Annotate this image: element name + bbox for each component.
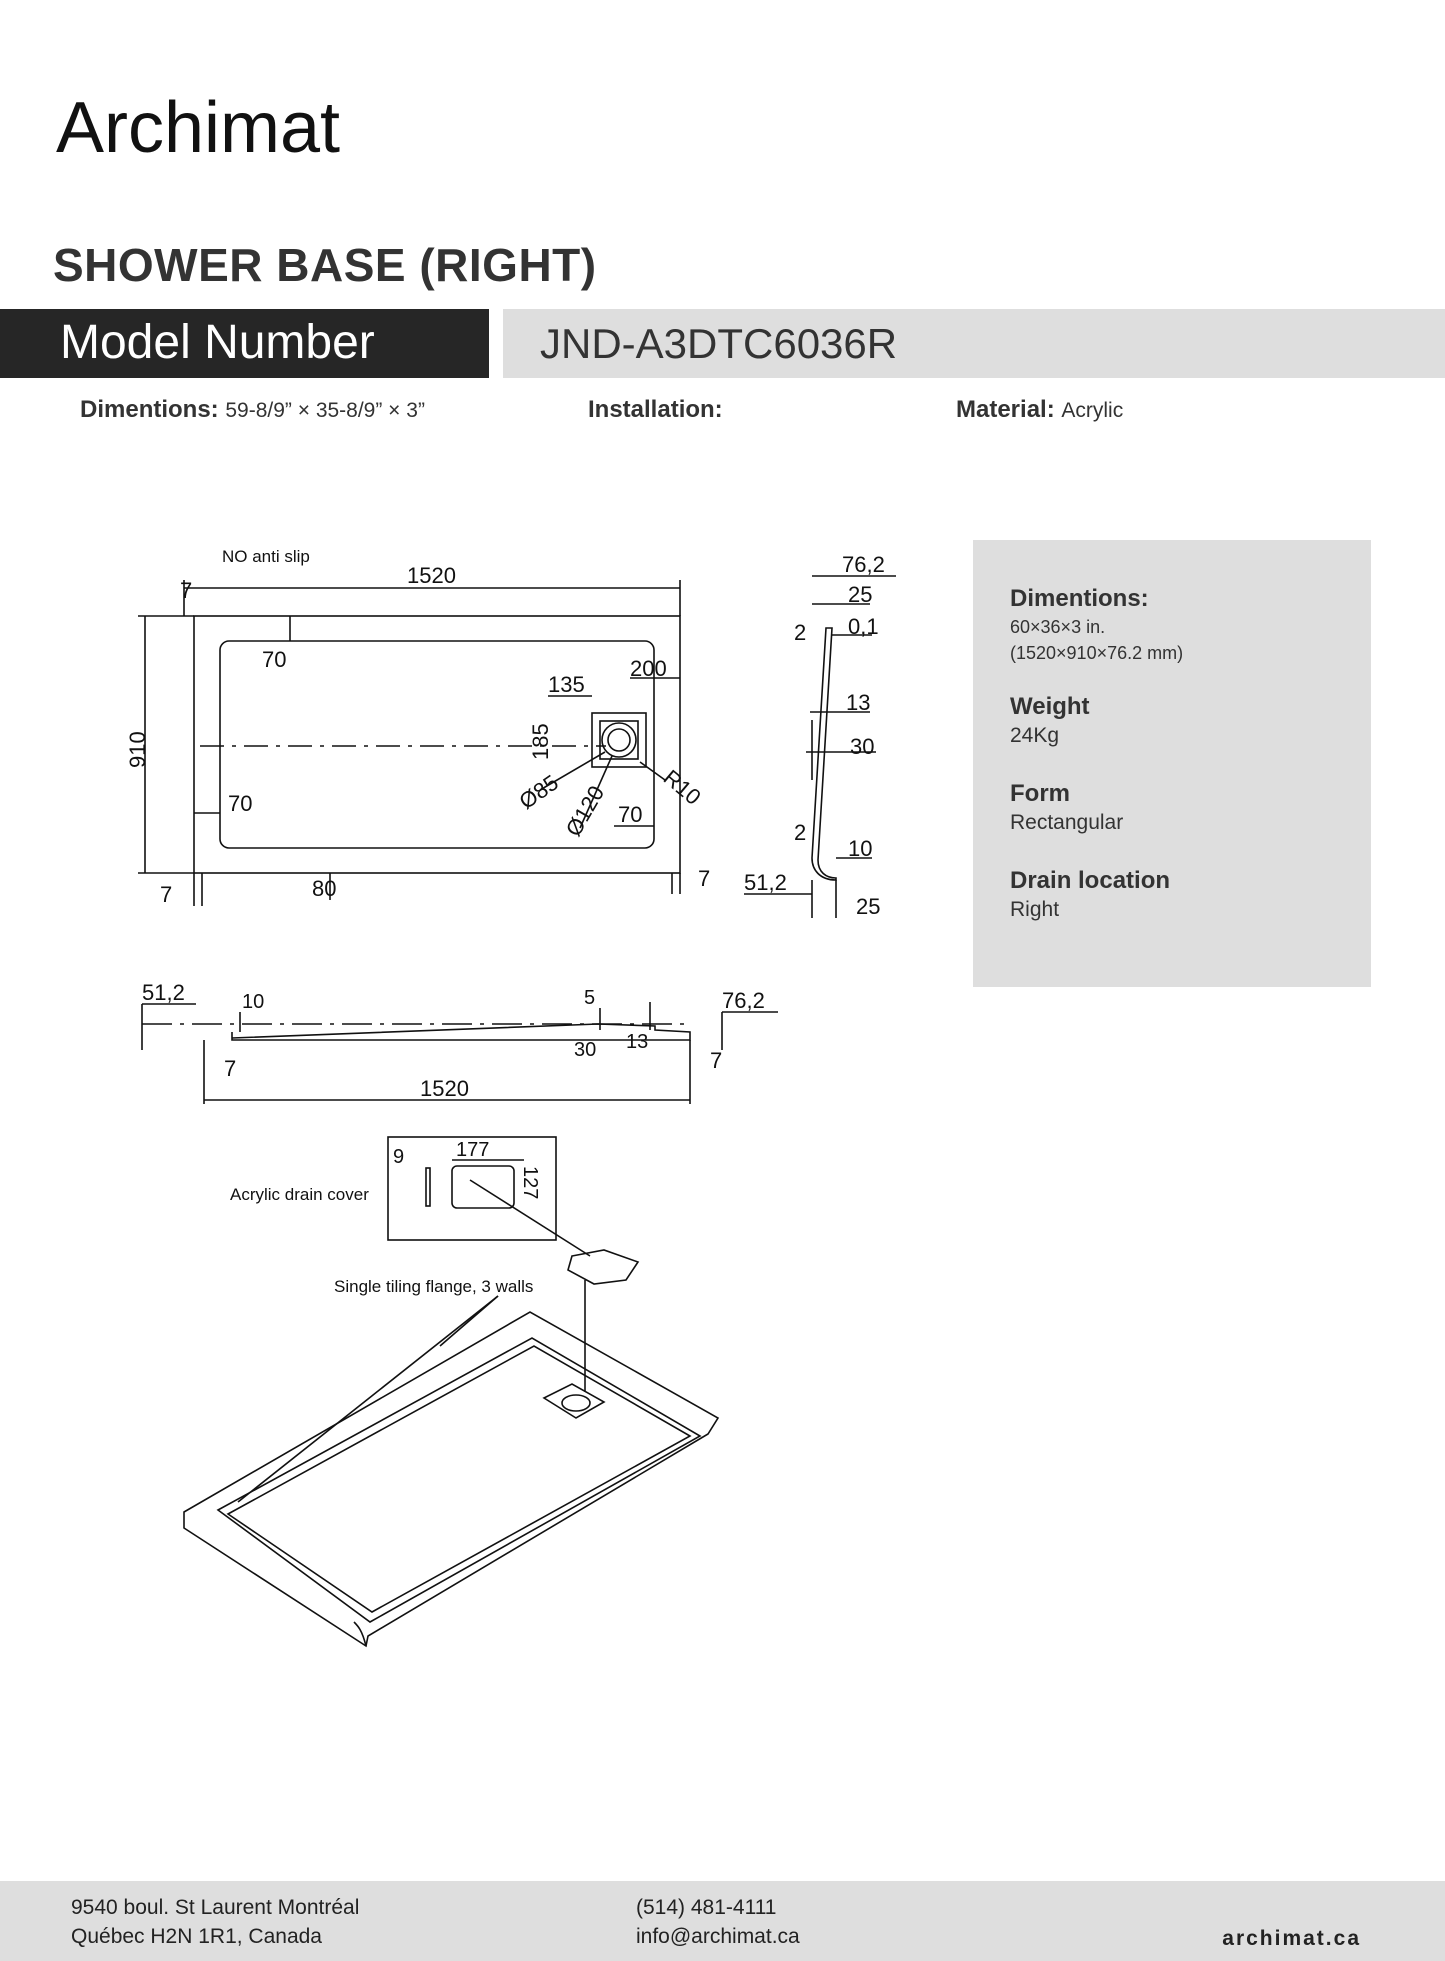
dim-front-13: 13 (626, 1031, 649, 1053)
dim-front-51: 51,2 (142, 980, 185, 1005)
note-drain-cover: Acrylic drain cover (230, 1185, 369, 1204)
front-view (142, 980, 778, 1104)
footer-address-line2: Québec H2N 1R1, Canada (71, 1925, 322, 1948)
dim-flange-left: 7 (160, 882, 173, 907)
spec-material-value: Acrylic (1061, 399, 1124, 422)
panel-drain-value: Right (1010, 898, 1060, 921)
dim-front-30: 30 (574, 1039, 597, 1061)
dim-side-2-bottom: 2 (794, 820, 807, 845)
base-iso (184, 1312, 718, 1646)
footer-address-line1: 9540 boul. St Laurent Montréal (71, 1896, 360, 1919)
panel-dimensions-in: 60×36×3 in. (1010, 617, 1106, 637)
dim-side-51: 51,2 (744, 870, 787, 895)
spec-panel (973, 540, 1371, 987)
dim-front-7-left: 7 (224, 1056, 237, 1081)
spec-dimensions-value: 59-8/9” × 35-8/9” × 3” (225, 399, 425, 422)
dim-cover-127: 127 (519, 1166, 541, 1200)
dim-side-25-bottom: 25 (856, 894, 881, 919)
dim-dia-85: Ø85 (514, 769, 563, 815)
cover-section (426, 1168, 430, 1206)
spec-dimensions (80, 396, 425, 424)
dim-front-5: 5 (584, 987, 596, 1009)
dim-cover-177: 177 (456, 1139, 490, 1161)
dim-length: 1520 (407, 563, 456, 588)
dim-70-right: 70 (618, 802, 643, 827)
dim-front-10: 10 (242, 991, 265, 1013)
spec-installation-label: Installation: (588, 396, 723, 423)
side-profile (812, 628, 836, 880)
dim-side-10: 10 (848, 836, 873, 861)
dim-side-76: 76,2 (842, 552, 885, 577)
panel-form-label: Form (1010, 780, 1070, 807)
top-view (125, 547, 710, 907)
drain-cover-detail (230, 1137, 590, 1256)
dim-dia-120: Ø120 (560, 781, 610, 841)
footer-phone: (514) 481-4111 (636, 1896, 777, 1919)
dim-side-01: 0,1 (848, 614, 879, 639)
panel-weight-label: Weight (1010, 693, 1090, 720)
page-title: SHOWER BASE (RIGHT) (53, 239, 597, 291)
spec-material-label: Material: (956, 396, 1055, 423)
dim-cover-9: 9 (393, 1146, 405, 1168)
drain-circle-outer (602, 723, 636, 757)
note-flange: Single tiling flange, 3 walls (334, 1277, 534, 1296)
dim-front-length: 1520 (420, 1076, 469, 1101)
dim-70-left: 70 (228, 791, 253, 816)
spec-installation (588, 396, 723, 424)
dim-front-7-right: 7 (710, 1048, 723, 1073)
dim-side-30: 30 (850, 734, 875, 759)
dim-drain-200: 200 (630, 656, 667, 681)
dim-side-13: 13 (846, 690, 871, 715)
footer (0, 1881, 1445, 1961)
dim-drain-185: 185 (528, 723, 553, 760)
model-label: Model Number (60, 316, 375, 369)
panel-dimensions-mm: (1520×910×76.2 mm) (1010, 643, 1184, 663)
dim-side-2-top: 2 (794, 620, 807, 645)
technical-drawing (0, 520, 960, 1670)
panel-weight-value: 24Kg (1010, 724, 1060, 747)
dim-flange-right: 7 (698, 866, 711, 891)
dim-side-25-top: 25 (848, 582, 873, 607)
dim-80: 80 (312, 876, 337, 901)
drain-inner (600, 721, 638, 759)
panel-dimensions-label: Dimentions: (1010, 585, 1149, 612)
brand-logo-text: Archimat (56, 88, 341, 168)
brand-logo (56, 78, 376, 168)
panel-drain-label: Drain location (1010, 867, 1171, 894)
spec-dimensions-label: Dimentions: (80, 396, 219, 423)
spec-material (956, 396, 1123, 424)
drain-iso (544, 1384, 604, 1418)
cover-iso (568, 1250, 638, 1284)
dim-radius: R10 (658, 764, 706, 810)
front-profile (232, 1024, 690, 1040)
panel-form-value: Rectangular (1010, 811, 1124, 834)
dim-70-top: 70 (262, 647, 287, 672)
dim-flange-top: 7 (180, 578, 193, 603)
note-anti-slip: NO anti slip (222, 547, 310, 566)
dim-front-76: 76,2 (722, 988, 765, 1013)
drain-hole-iso (562, 1395, 590, 1411)
footer-email: info@archimat.ca (636, 1925, 800, 1948)
side-view (744, 552, 896, 919)
dim-width: 910 (125, 731, 150, 768)
model-number: JND-A3DTC6036R (540, 320, 898, 367)
drain-circle-inner (608, 729, 630, 751)
dim-drain-135: 135 (548, 672, 585, 697)
isometric-view (184, 1250, 718, 1646)
footer-website: archimat.ca (1222, 1927, 1361, 1950)
